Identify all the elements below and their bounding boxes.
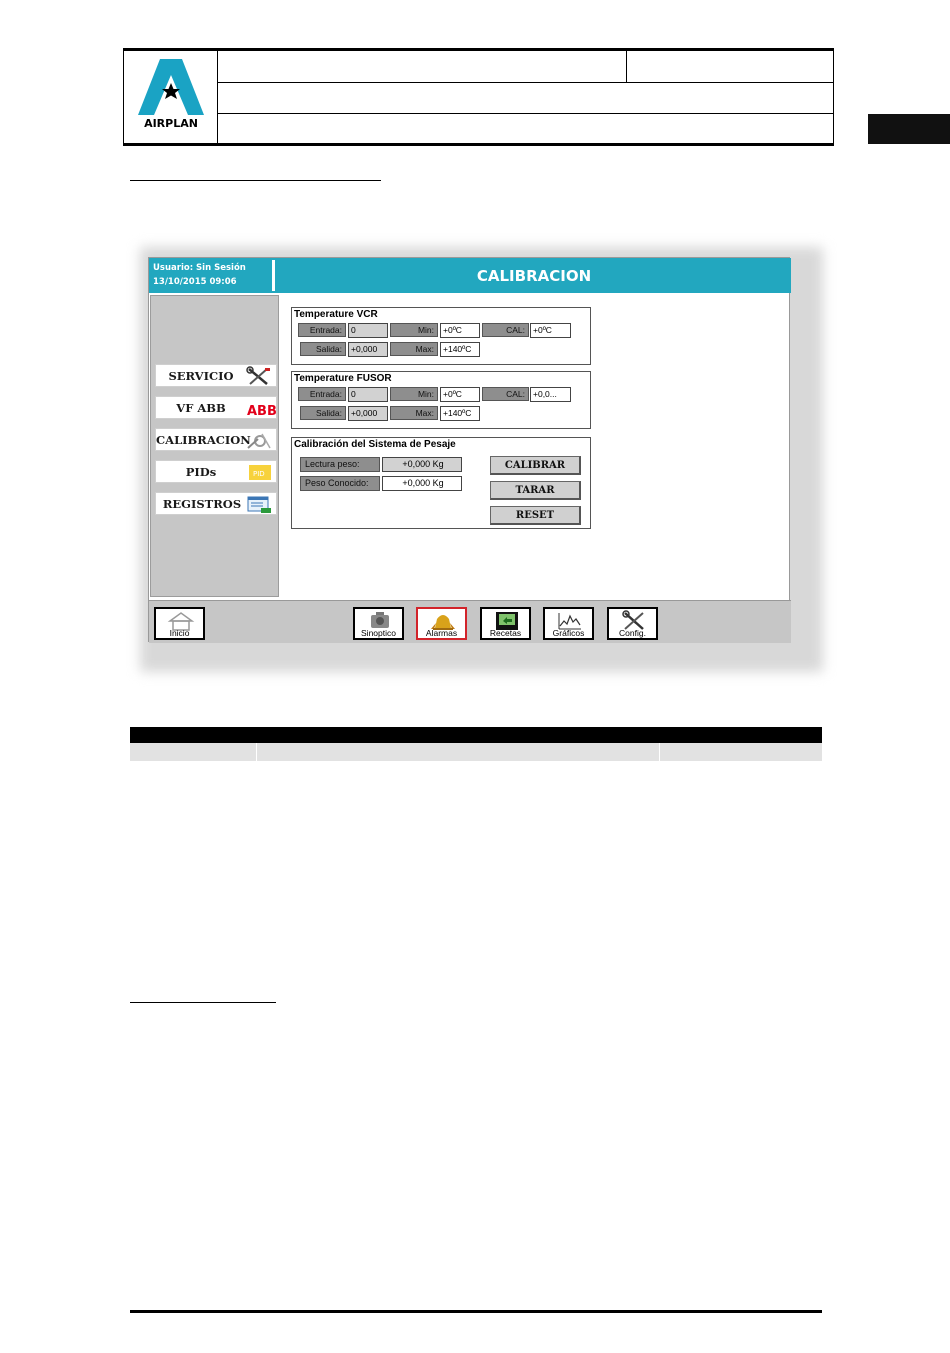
logo-text: AIRPLAN [144,117,198,130]
min-label: Min: [390,387,438,401]
max-input[interactable]: +140ºC [440,406,480,421]
entrada-value: 0 [348,323,388,338]
table-column-divider [659,743,660,761]
document-header [123,48,834,146]
logo-cell [124,51,218,143]
peso-conocido-label: Peso Conocido: [300,476,380,491]
nav-recetas-button[interactable] [480,607,531,640]
sidebar-item-vf-abb[interactable] [155,396,277,419]
user-status: Usuario: Sin Sesión [153,263,246,273]
heading-underline [130,1002,276,1003]
airplan-logo-icon [138,59,204,115]
max-input[interactable]: +140ºC [440,342,480,357]
cal-input[interactable]: +0ºC [530,323,571,338]
entrada-value: 0 [348,387,388,402]
header-rule [218,82,833,83]
peso-conocido-input[interactable]: +0,000 Kg [382,476,462,491]
salida-value: +0,000 [348,342,388,357]
entrada-label: Entrada: [298,387,346,401]
hmi-title-bar [149,258,791,293]
sidebar-item-servicio[interactable] [155,364,277,387]
sidebar-item-label: CALIBRACION [156,432,251,447]
screen-title: CALIBRACION [476,267,592,285]
nav-label: Inicio [169,628,190,638]
salida-label: Salida: [300,406,346,420]
nav-label: Gráficos [552,628,585,638]
calibration-icon [245,431,273,450]
session-info [153,261,273,289]
min-label: Min: [390,323,438,337]
nav-label: Config. [619,628,646,638]
nav-sinoptico-button[interactable] [353,607,404,640]
calibrar-button[interactable]: CALIBRAR [490,456,581,475]
sidebar-item-label: VF ABB [176,400,226,415]
title-divider [272,260,275,291]
nav-alarmas-button[interactable] [416,607,467,640]
header-divider [626,51,627,82]
abb-logo-icon [245,399,277,419]
table-header [130,727,822,743]
salida-value: +0,000 [348,406,388,421]
hmi-bottom-nav [149,600,791,643]
sidebar-item-calibracion[interactable] [155,428,277,451]
cal-label: CAL: [482,387,529,401]
tarar-button[interactable]: TARAR [490,481,581,500]
nav-graficos-button[interactable] [543,607,594,640]
svg-text:PID: PID [253,470,265,478]
svg-text:ABB: ABB [247,404,277,419]
sidebar-item-registros[interactable] [155,492,277,515]
group-title: Temperature FUSOR [294,373,392,384]
section-tab [868,114,950,144]
sidebar-item-label: REGISTROS [162,496,242,511]
table-column-divider [256,743,257,761]
hmi-sidebar [150,295,279,597]
heading-underline [130,180,381,181]
hmi-screen [148,257,790,642]
entrada-label: Entrada: [298,323,346,337]
pid-icon [245,463,273,482]
nav-label: Sinoptico [361,628,396,638]
header-rule [218,113,833,114]
min-input[interactable]: +0ºC [440,387,480,402]
lectura-peso-label: Lectura peso: [300,457,380,472]
nav-label: Recetas [489,628,522,638]
nav-inicio-button[interactable] [154,607,205,640]
min-input[interactable]: +0ºC [440,323,480,338]
cal-label: CAL: [482,323,529,337]
temperature-fusor-group [291,371,591,429]
footer-rule [130,1310,822,1313]
sidebar-item-label: PIDs [185,464,217,479]
tools-icon [245,367,273,386]
max-label: Max: [390,406,438,420]
salida-label: Salida: [300,342,346,356]
reset-button[interactable]: RESET [490,506,581,525]
table-row [130,743,822,761]
group-title: Calibración del Sistema de Pesaje [294,439,456,450]
weighing-calibration-group [291,437,591,529]
sidebar-item-label: SERVICIO [168,368,234,383]
group-title: Temperature VCR [294,309,378,320]
nav-label: Alarmas [425,628,458,638]
lectura-peso-value: +0,000 Kg [382,457,462,472]
nav-config-button[interactable] [607,607,658,640]
sidebar-item-pids[interactable] [155,460,277,483]
temperature-vcr-group [291,307,591,365]
records-icon [245,495,273,514]
date-time: 13/10/2015 09:06 [153,277,237,287]
max-label: Max: [390,342,438,356]
cal-input[interactable]: +0,0... [530,387,571,402]
